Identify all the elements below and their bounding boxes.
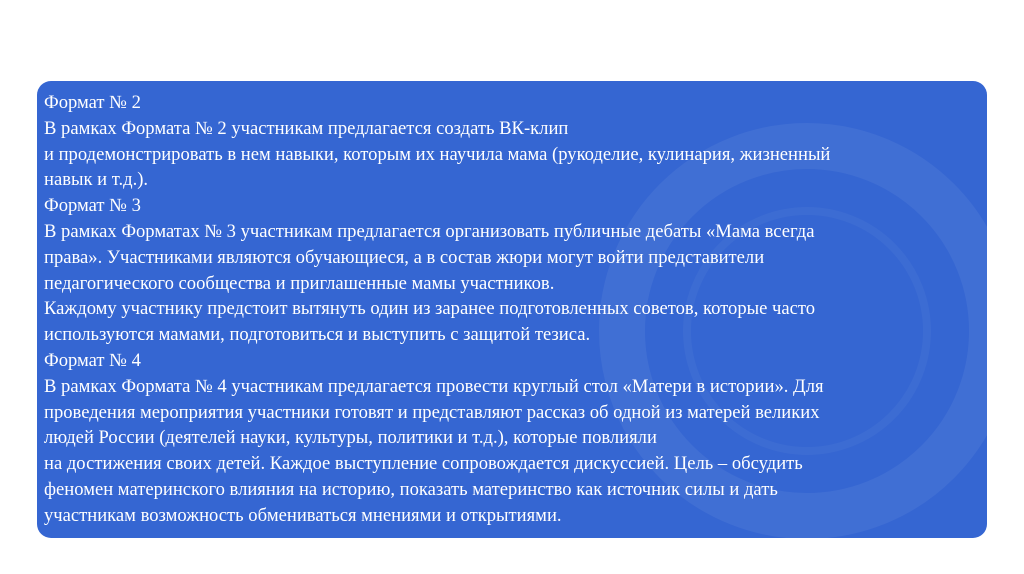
format-3-heading: Формат № 3 bbox=[44, 195, 141, 217]
text-line: права». Участниками являются обучающиеся, а в состав жюри могут войти представители bbox=[44, 246, 765, 268]
content-card bbox=[37, 81, 987, 538]
text-line: проведения мероприятия участники готовят и представляют рассказ об одной из матерей великих bbox=[44, 401, 820, 423]
text-line: феномен материнского влияния на историю, показать материнство как источник силы и дать bbox=[44, 478, 778, 500]
format-2-heading: Формат № 2 bbox=[44, 92, 141, 113]
text-line: В рамках Формата № 2 участникам предлагается создать ВК-клип bbox=[44, 117, 569, 139]
text-line: участникам возможность обмениваться мнениями и открытиями. bbox=[44, 504, 562, 526]
body-text bbox=[44, 90, 979, 529]
text-line: В рамках Формата № 4 участникам предлагается провести круглый стол «Матери в истории». Для bbox=[44, 375, 824, 397]
text-line: навык и т.д.). bbox=[44, 169, 149, 191]
text-line: педагогического сообщества и приглашенные мамы участников. bbox=[44, 272, 555, 294]
text-line: используются мамами, подготовиться и выступить с защитой тезиса. bbox=[44, 324, 591, 346]
text-line: и продемонстрировать в нем навыки, которым их научила мама (рукоделие, кулинария, жизненный bbox=[44, 143, 831, 165]
text-line: на достижения своих детей. Каждое выступление сопровождается дискуссией. Цель – обсудить bbox=[44, 453, 803, 475]
format-4-heading: Формат № 4 bbox=[44, 349, 141, 371]
text-line: людей России (деятелей науки, культуры, политики и т.д.), которые повлияли bbox=[44, 427, 657, 449]
text-line: В рамках Форматах № 3 участникам предлагается организовать публичные дебаты «Мама всегда bbox=[44, 220, 815, 242]
text-line: Каждому участнику предстоит вытянуть один из заранее подготовленных советов, которые часто bbox=[44, 298, 816, 320]
